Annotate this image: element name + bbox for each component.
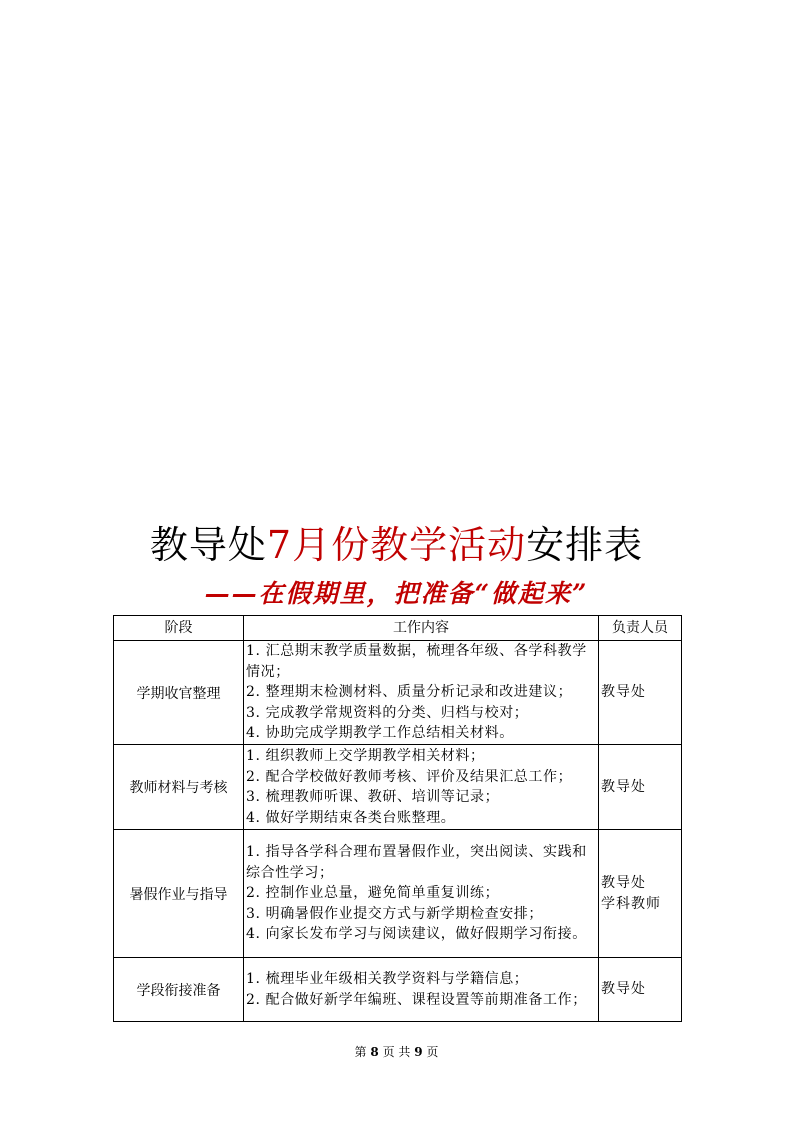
content-cell xyxy=(244,958,599,1022)
content-item: 2. 控制作业总量，避免简单重复训练； xyxy=(246,885,500,902)
owner-cell xyxy=(599,641,682,745)
content-item: 1. 梳理毕业年级相关教学资料与学籍信息； xyxy=(246,971,529,987)
page-footer xyxy=(0,1043,793,1060)
content-item: 2. 配合学校做好教师考核、评价及结果汇总工作； xyxy=(246,768,573,785)
table-row xyxy=(114,958,682,1022)
content-item: 1. 指导各学科合理布置暑假作业，突出阅读、实践和综合性学习； xyxy=(246,844,587,881)
owner-name: 教导处 xyxy=(601,684,646,701)
owner-name: 教导处 xyxy=(601,778,646,795)
footer-prefix: 第 xyxy=(354,1045,367,1059)
content-item: 3. 梳理教师听课、教研、培训等记录； xyxy=(246,789,500,805)
table-row xyxy=(114,830,682,958)
title-part-1: 教导处 xyxy=(149,523,267,567)
stage-cell: 教师材料与考核 xyxy=(114,745,244,830)
owner-cell xyxy=(599,830,682,958)
footer-page-number: 8 xyxy=(370,1045,379,1059)
page-title xyxy=(0,520,793,570)
content-item: 2. 配合做好新学年编班、课程设置等前期准备工作； xyxy=(246,991,587,1008)
content-item: 4. 向家长发布学习与阅读建议，做好假期学习衔接。 xyxy=(246,926,587,943)
content-cell xyxy=(244,641,599,745)
owner-name: 教导处 xyxy=(601,981,646,998)
stage-cell: 暑假作业与指导 xyxy=(114,830,244,958)
stage-cell: 学段衔接准备 xyxy=(114,958,244,1022)
footer-middle: 页 共 xyxy=(382,1045,411,1059)
stage-cell: 学期收官整理 xyxy=(114,641,244,745)
content-item: 1. 组织教师上交学期教学相关材料； xyxy=(246,748,485,764)
title-part-2: 7月份教学活动 xyxy=(266,523,527,567)
column-header-content: 工作内容 xyxy=(244,616,599,641)
content-item: 3. 明确暑假作业提交方式与新学期检查安排； xyxy=(246,905,544,922)
content-item: 4. 协助完成学期教学工作总结相关材料。 xyxy=(246,725,514,742)
table-row xyxy=(114,745,682,830)
title-part-3: 安排表 xyxy=(526,523,644,567)
page-subtitle: ——在假期里，把准备“做起来” xyxy=(204,579,589,608)
content-item: 4. 做好学期结束各类台账整理。 xyxy=(246,809,456,826)
column-header-stage: 阶段 xyxy=(114,616,244,641)
owner-name: 学科教师 xyxy=(601,895,661,912)
owner-cell xyxy=(599,958,682,1022)
owner-cell xyxy=(599,745,682,830)
footer-suffix: 页 xyxy=(426,1045,439,1059)
column-header-owner: 负责人员 xyxy=(599,616,682,641)
table-row xyxy=(114,641,682,745)
owner-name: 教导处 xyxy=(601,875,646,891)
content-cell xyxy=(244,830,599,958)
content-item: 1. 汇总期末教学质量数据，梳理各年级、各学科教学情况； xyxy=(246,643,587,680)
table-header-row xyxy=(114,616,682,641)
footer-total-pages: 9 xyxy=(414,1045,423,1059)
content-item: 2. 整理期末检测材料、质量分析记录和改进建议； xyxy=(246,684,573,701)
content-item: 3. 完成教学常规资料的分类、归档与校对； xyxy=(246,704,529,721)
content-cell xyxy=(244,745,599,830)
schedule-table xyxy=(113,615,682,1022)
